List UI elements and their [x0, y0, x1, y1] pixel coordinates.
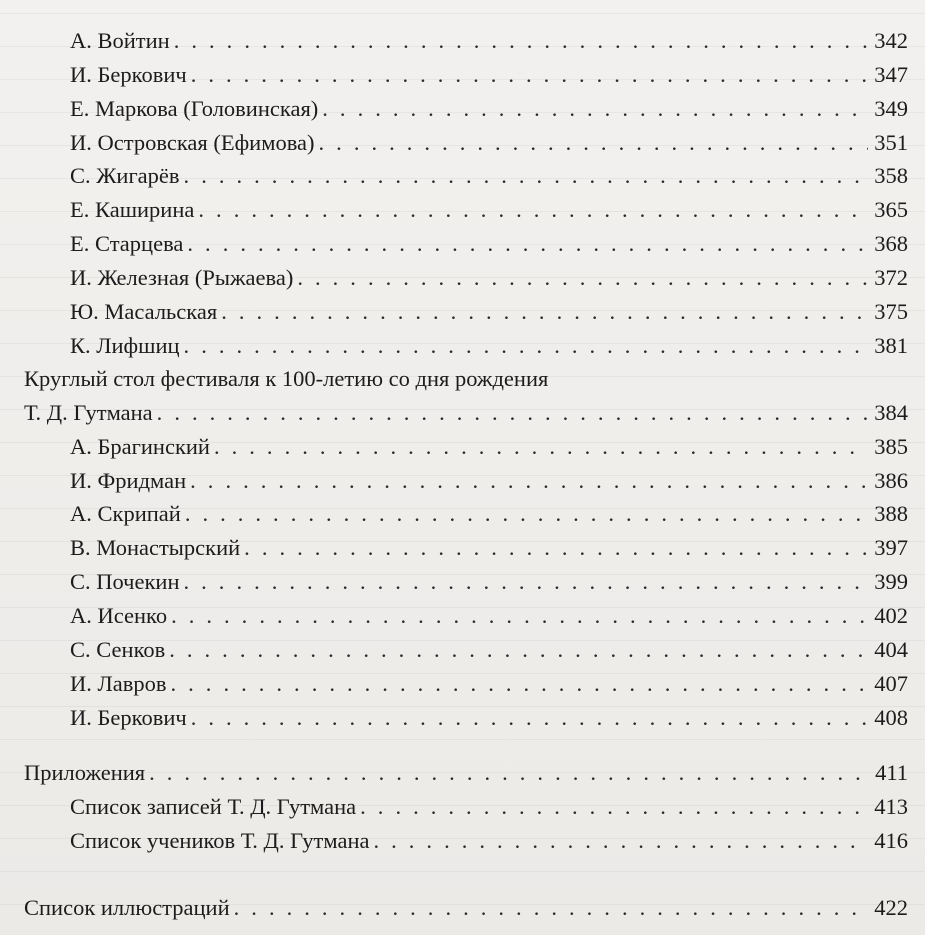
toc-entry-page: 342 [874, 28, 908, 53]
toc-entry-title: Ю. Масальская [70, 299, 218, 324]
dot-leader [157, 396, 869, 430]
toc-entry-gutman-round-table [24, 396, 908, 430]
toc-entry-zhigarev [70, 159, 908, 193]
toc-entry-illustrations [24, 891, 908, 925]
toc-entry-berkovich-2 [70, 701, 908, 735]
toc-entry-page: 422 [874, 895, 908, 920]
toc-entry-voitin [70, 24, 908, 58]
toc-entry-page: 407 [874, 671, 908, 696]
toc-entry-title: А. Скрипай [70, 501, 181, 526]
dot-leader [322, 92, 868, 126]
toc-entry-fridman [70, 464, 908, 498]
toc-entry-title: Е. Старцева [70, 231, 184, 256]
toc-entry-title: И. Железная (Рыжаева) [70, 265, 294, 290]
toc-entry-title: С. Жигарёв [70, 163, 180, 188]
dot-leader [360, 790, 868, 824]
toc-entry-title: А. Войтин [70, 28, 170, 53]
dot-leader [244, 531, 868, 565]
toc-entry-title: А. Исенко [70, 603, 168, 628]
toc-entry-pochekin [70, 565, 908, 599]
toc-entry-berkovich-1 [70, 58, 908, 92]
toc-entry-ostrovskaya [70, 126, 908, 160]
toc-entry-page: 384 [874, 400, 908, 425]
dot-leader [373, 824, 868, 858]
dot-leader [297, 261, 868, 295]
toc-entry-startseva [70, 227, 908, 261]
toc-entry-title: И. Лавров [70, 671, 167, 696]
dot-leader [198, 193, 868, 227]
dot-leader [319, 126, 869, 160]
dot-leader [191, 701, 869, 735]
toc-entry-title: Список иллюстраций [24, 895, 230, 920]
toc-entry-isenko [70, 599, 908, 633]
toc-entry-page: 413 [874, 794, 908, 819]
toc-entry-page: 397 [874, 535, 908, 560]
toc-entry-page: 399 [874, 569, 908, 594]
toc-entry-title: А. Брагинский [70, 434, 210, 459]
toc-entry-page: 404 [874, 637, 908, 662]
dot-leader [169, 633, 868, 667]
toc-section-heading-round-table: Круглый стол фестиваля к 100-летию со дня рождения [24, 366, 549, 391]
toc-entry-lavrov [70, 667, 908, 701]
toc-entry-page: 347 [874, 62, 908, 87]
dot-leader [149, 756, 869, 790]
toc-entry-students-list [70, 824, 908, 858]
toc-entry-title: К. Лифшиц [70, 333, 180, 358]
toc-entry-title: В. Монастырский [70, 535, 241, 560]
toc-entry-page: 375 [874, 299, 908, 324]
toc-entry-braginsky [70, 430, 908, 464]
toc-entry-title: Список записей Т. Д. Гутмана [70, 794, 357, 819]
dot-leader [184, 565, 869, 599]
toc-entry-masalskaya [70, 295, 908, 329]
toc-entry-page: 416 [874, 828, 908, 853]
toc-entry-page: 381 [874, 333, 908, 358]
dot-leader [184, 329, 869, 363]
toc-entry-senkov [70, 633, 908, 667]
toc-entry-zheleznaya [70, 261, 908, 295]
toc-entry-recordings-list [70, 790, 908, 824]
dot-leader [171, 599, 868, 633]
toc-entry-page: 411 [875, 760, 908, 785]
toc-entry-markova [70, 92, 908, 126]
toc-entry-title: Список учеников Т. Д. Гутмана [70, 828, 370, 853]
toc-entry-title: И. Беркович [70, 705, 187, 730]
toc-entry-title: Е. Каширина [70, 197, 195, 222]
toc-entry-page: 358 [874, 163, 908, 188]
toc-entry-page: 368 [874, 231, 908, 256]
toc-entry-skripai [70, 497, 908, 531]
toc-entry-title: Е. Маркова (Головинская) [70, 96, 319, 121]
dot-leader [234, 891, 869, 925]
toc-entry-monastyrsky [70, 531, 908, 565]
toc-entry-title: И. Фридман [70, 468, 187, 493]
toc-entry-title: С. Почекин [70, 569, 180, 594]
dot-leader [187, 227, 868, 261]
toc-entry-page: 385 [874, 434, 908, 459]
toc-entry-page: 365 [874, 197, 908, 222]
dot-leader [191, 58, 869, 92]
dot-leader [214, 430, 868, 464]
toc-entry-page: 402 [874, 603, 908, 628]
toc-entry-page: 372 [874, 265, 908, 290]
toc-entry-title: Приложения [24, 760, 146, 785]
toc-entry-page: 388 [874, 501, 908, 526]
toc-entry-kashirina [70, 193, 908, 227]
toc-entry-lifshits [70, 329, 908, 363]
dot-leader [174, 24, 869, 58]
toc-entry-page: 351 [874, 130, 908, 155]
dot-leader [171, 667, 869, 701]
toc-entry-title: И. Островская (Ефимова) [70, 130, 315, 155]
toc-entry-page: 349 [874, 96, 908, 121]
dot-leader [221, 295, 868, 329]
toc-entry-page: 386 [874, 468, 908, 493]
dot-leader [190, 464, 868, 498]
dot-leader [184, 159, 869, 193]
dot-leader [185, 497, 868, 531]
toc-entry-appendices [24, 756, 908, 790]
toc-entry-page: 408 [874, 705, 908, 730]
toc-entry-title: Т. Д. Гутмана [24, 400, 153, 425]
toc-entry-title: С. Сенков [70, 637, 166, 662]
toc-entry-title: И. Беркович [70, 62, 187, 87]
